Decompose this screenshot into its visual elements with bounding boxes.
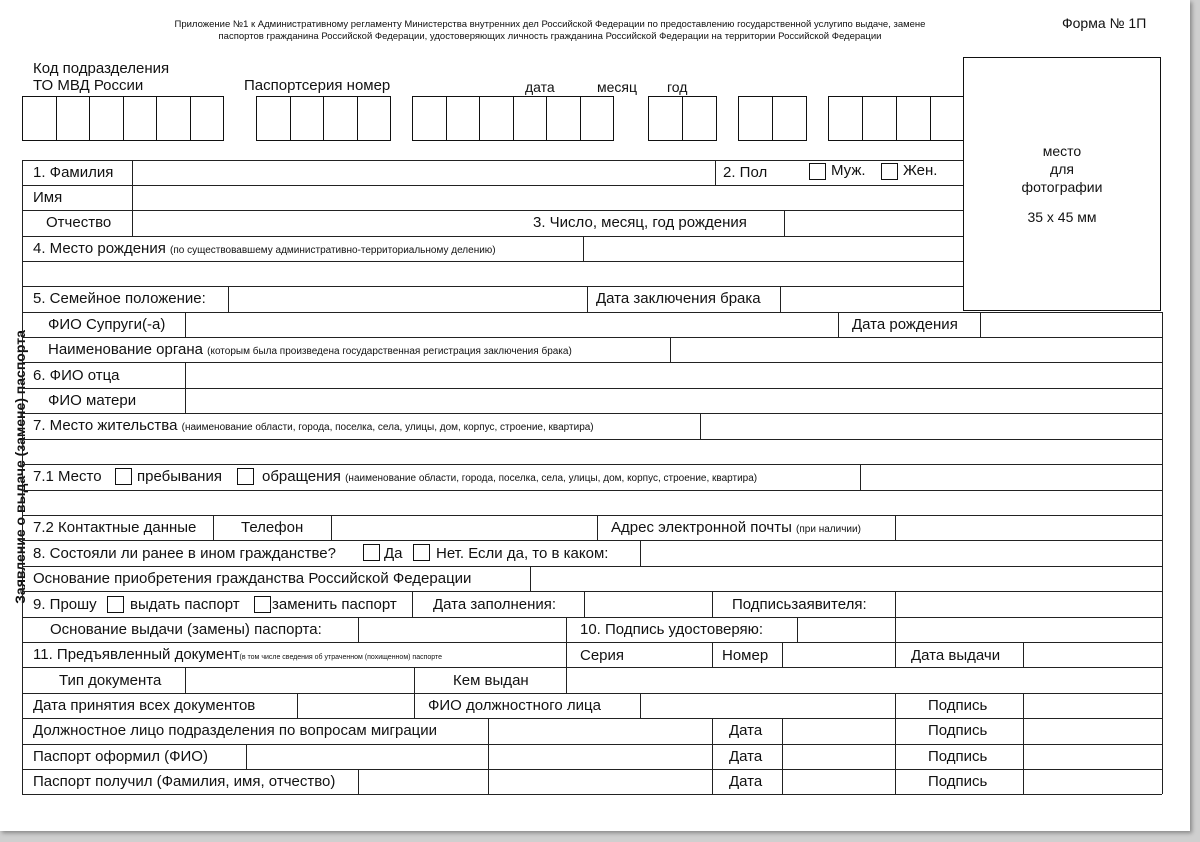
grid-line <box>22 693 1162 694</box>
patronymic-label: Отчество <box>46 214 112 231</box>
citizenship-basis-label: Основание приобретения гражданства Российской Федерации <box>33 570 472 587</box>
contacts-label: 7.2 Контактные данные <box>33 519 197 536</box>
presented-doc-note: (в том числе сведения об утраченном (похищенном) паспорте <box>239 654 443 661</box>
grid-line <box>22 718 1162 719</box>
grid-line <box>22 769 1162 770</box>
day-label: дата <box>525 79 555 95</box>
marriage-date-label: Дата заключения брака <box>596 290 761 307</box>
year-box[interactable] <box>828 96 863 141</box>
grid-line <box>213 515 214 540</box>
day-box[interactable] <box>648 96 683 141</box>
grid-line <box>712 718 713 794</box>
grid-line <box>895 693 896 718</box>
year-label: год <box>667 79 688 95</box>
grid-line <box>185 362 186 413</box>
passport-series-label: Паспортсерия номер <box>244 77 391 94</box>
spouse-label: ФИО Супруги(-а) <box>48 316 166 333</box>
grid-line <box>414 693 415 718</box>
no-label: Нет. Если да, то в каком: <box>436 545 609 562</box>
male-label: Муж. <box>831 162 866 179</box>
grid-line <box>132 185 133 210</box>
number-box[interactable] <box>479 96 514 141</box>
grid-line <box>1162 312 1163 794</box>
code-box[interactable] <box>156 96 191 141</box>
appeal-title: обращения <box>262 468 341 485</box>
grid-line <box>566 642 567 667</box>
grid-line <box>22 413 1162 414</box>
grid-line <box>22 744 1162 745</box>
email-label <box>611 519 861 538</box>
stay-label: пребывания <box>137 468 222 485</box>
email-title: Адрес электронной почты <box>611 519 792 536</box>
date-label-2: Дата <box>729 748 763 765</box>
photo-placeholder <box>963 57 1161 311</box>
female-checkbox[interactable] <box>881 163 898 180</box>
father-label: 6. ФИО отца <box>33 367 120 384</box>
grid-line <box>597 515 598 540</box>
grid-line <box>22 261 963 262</box>
accept-date-label: Дата принятия всех документов <box>33 697 256 714</box>
grid-line <box>895 515 896 540</box>
grid-line <box>22 642 1162 643</box>
birthplace-title: 4. Место рождения <box>33 240 166 257</box>
replace-checkbox[interactable] <box>254 596 271 613</box>
year-box[interactable] <box>862 96 897 141</box>
grid-line <box>784 210 785 236</box>
vertical-title: Заявление о выдаче (замене) паспорта <box>12 330 28 604</box>
code-box[interactable] <box>123 96 158 141</box>
signature-label-2: Подпись <box>928 722 988 739</box>
grid-line <box>782 718 783 794</box>
grid-line <box>22 566 1162 567</box>
presented-doc-label <box>33 646 442 666</box>
grid-line <box>1023 642 1024 667</box>
birthdate-label: 3. Число, месяц, год рождения <box>533 214 747 231</box>
date-label-1: Дата <box>729 722 763 739</box>
form-number: Форма № 1П <box>1062 15 1147 31</box>
issue-date-label: Дата выдачи <box>911 647 1001 664</box>
grid-line <box>22 286 963 287</box>
grid-line <box>22 312 1162 313</box>
male-checkbox[interactable] <box>809 163 826 180</box>
surname-label: 1. Фамилия <box>33 164 114 181</box>
grid-line <box>712 591 713 617</box>
photo-text-2: для <box>1050 161 1074 177</box>
grid-line <box>980 312 981 337</box>
signature-label-4: Подпись <box>928 773 988 790</box>
grid-line <box>22 464 1162 465</box>
grid-line <box>22 337 1162 338</box>
issue-label: выдать паспорт <box>130 596 240 613</box>
grid-line <box>185 312 186 337</box>
grid-line <box>22 160 963 161</box>
signature-label-1: Подпись <box>928 697 988 714</box>
month-box[interactable] <box>772 96 807 141</box>
place-label: 7.1 Место <box>33 468 102 485</box>
presented-doc-title: 11. Предъявленный документ <box>33 646 240 663</box>
grid-line <box>22 185 963 186</box>
year-box[interactable] <box>896 96 931 141</box>
code-label-2: ТО МВД России <box>33 77 144 94</box>
grid-line <box>185 667 186 693</box>
official-label: Должностное лицо подразделения по вопросам миграции <box>33 722 438 739</box>
code-box[interactable] <box>56 96 91 141</box>
sex-label: 2. Пол <box>723 164 768 181</box>
grid-line <box>1023 693 1024 718</box>
grid-line <box>412 591 413 617</box>
issued-by-label: Кем выдан <box>453 672 529 689</box>
replace-label: заменить паспорт <box>272 596 397 613</box>
yes-checkbox[interactable] <box>363 544 380 561</box>
grid-line <box>895 642 896 667</box>
grid-line <box>530 566 531 591</box>
place-note: (наименование области, города, поселка, села, улицы, дом, корпус, строение, квартира) <box>345 473 758 484</box>
citizenship-question: 8. Состояли ли ранее в ином гражданстве? <box>33 545 336 562</box>
grid-line <box>780 286 781 312</box>
phone-label: Телефон <box>241 519 304 536</box>
grid-line <box>22 160 23 794</box>
grid-line <box>838 312 839 337</box>
residence-title: 7. Место жительства <box>33 417 178 434</box>
series-box[interactable] <box>256 96 291 141</box>
series-label: Серия <box>580 647 625 664</box>
grid-line <box>860 464 861 490</box>
grid-line <box>797 617 798 642</box>
grid-line <box>297 693 298 718</box>
number-label: Номер <box>722 647 769 664</box>
grid-line <box>22 362 1162 363</box>
grid-line <box>414 667 415 693</box>
series-box[interactable] <box>290 96 325 141</box>
grid-line <box>22 210 963 211</box>
name-label: Имя <box>33 189 63 206</box>
grid-line <box>358 617 359 642</box>
fill-date-label: Дата заполнения: <box>433 596 557 613</box>
header-line-2: паспортов гражданина Российской Федерации, удостоверяющих личность гражданина Российской Федерации на территории Российской Федерации <box>218 31 882 42</box>
issue-checkbox[interactable] <box>107 596 124 613</box>
issue-basis-label: Основание выдачи (замены) паспорта: <box>50 621 322 638</box>
grid-line <box>583 236 584 261</box>
mother-label: ФИО матери <box>48 392 137 409</box>
grid-line <box>640 540 641 566</box>
no-checkbox[interactable] <box>413 544 430 561</box>
organ-label <box>48 341 572 360</box>
photo-text-1: место <box>1042 143 1082 159</box>
series-box[interactable] <box>357 96 392 141</box>
photo-text-3: фотографии <box>1021 179 1103 195</box>
year-box[interactable] <box>930 96 965 141</box>
organ-note: (которым была произведена государственная регистрация заключения брака) <box>207 346 572 357</box>
grid-line <box>782 642 783 667</box>
month-box[interactable] <box>738 96 773 141</box>
header-line-1: Приложение №1 к Административному регламенту Министерства внутренних дел Российской Федерации по предоставлению государственной услугипо выдаче, замене <box>174 19 926 30</box>
code-box[interactable] <box>22 96 57 141</box>
appeal-label <box>262 468 757 487</box>
number-box[interactable] <box>513 96 548 141</box>
grid-line <box>22 515 1162 516</box>
request-label: 9. Прошу <box>33 596 97 613</box>
grid-line <box>895 591 896 642</box>
grid-line <box>358 769 359 794</box>
day-box[interactable] <box>682 96 717 141</box>
birthplace-label <box>33 240 496 259</box>
grid-line <box>228 286 229 312</box>
stay-checkbox[interactable] <box>115 468 132 485</box>
grid-line <box>22 439 1162 440</box>
grid-line <box>488 718 489 794</box>
grid-line <box>712 642 713 667</box>
official-name-label: ФИО должностного лица <box>428 697 601 714</box>
residence-note: (наименование области, города, поселка, села, улицы, дом, корпус, строение, квартира) <box>181 422 594 433</box>
made-by-label: Паспорт оформил (ФИО) <box>33 748 208 765</box>
number-box[interactable] <box>580 96 615 141</box>
series-box[interactable] <box>323 96 358 141</box>
grid-line <box>246 744 247 769</box>
grid-line <box>22 490 1162 491</box>
grid-line <box>587 286 588 312</box>
birthplace-note: (по существовавшему административно-территориальному делению) <box>170 245 496 256</box>
grid-line <box>670 337 671 362</box>
residence-label <box>33 417 594 436</box>
grid-line <box>22 591 1162 592</box>
grid-line <box>22 794 1162 795</box>
code-box[interactable] <box>89 96 124 141</box>
doc-type-label: Тип документа <box>59 672 162 689</box>
marital-label: 5. Семейное положение: <box>33 290 206 307</box>
code-label-1: Код подразделения <box>33 60 170 77</box>
grid-line <box>895 718 896 794</box>
grid-line <box>700 413 701 439</box>
grid-line <box>22 236 963 237</box>
grid-line <box>22 617 1162 618</box>
photo-size: 35 х 45 мм <box>1027 209 1097 225</box>
date-label-3: Дата <box>729 773 763 790</box>
number-box[interactable] <box>446 96 481 141</box>
female-label: Жен. <box>903 162 938 179</box>
grid-line <box>22 540 1162 541</box>
grid-line <box>22 388 1162 389</box>
grid-line <box>715 160 716 185</box>
spouse-birthdate-label: Дата рождения <box>852 316 958 333</box>
yes-label: Да <box>384 545 403 562</box>
received-by-label: Паспорт получил (Фамилия, имя, отчество) <box>33 773 336 790</box>
number-box[interactable] <box>412 96 447 141</box>
signature-label-3: Подпись <box>928 748 988 765</box>
grid-line <box>331 515 332 540</box>
grid-line <box>640 693 641 718</box>
grid-line <box>584 591 585 617</box>
appeal-checkbox[interactable] <box>237 468 254 485</box>
applicant-signature-label: Подписьзаявителя: <box>732 596 867 613</box>
grid-line <box>1023 718 1024 794</box>
code-box[interactable] <box>190 96 225 141</box>
grid-line <box>22 667 1162 668</box>
grid-line <box>566 667 567 693</box>
email-note: (при наличии) <box>796 524 861 535</box>
month-label: месяц <box>597 79 638 95</box>
organ-title: Наименование органа <box>48 341 203 358</box>
number-box[interactable] <box>546 96 581 141</box>
grid-line <box>566 617 567 642</box>
certify-label: 10. Подпись удостоверяю: <box>580 621 764 638</box>
